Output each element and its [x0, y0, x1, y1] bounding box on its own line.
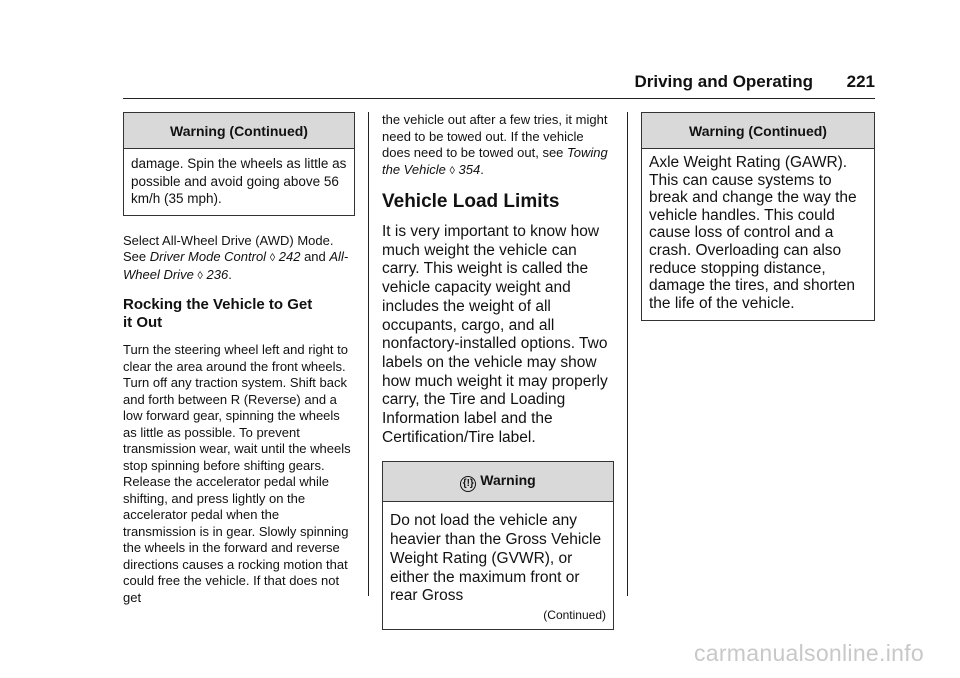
column-divider	[368, 112, 369, 596]
column-3	[641, 112, 875, 321]
warning-title: Warning (Continued)	[642, 113, 874, 149]
warning-icon: {!}	[460, 476, 476, 492]
page-ref[interactable]: 242	[278, 249, 301, 264]
warning-text: Do not load the vehicle any heavier than the Gross Vehicle Weight Rating (GVWR), or either the maximum front or rear Gross	[390, 512, 602, 605]
page-ref-icon: ◊	[197, 269, 203, 282]
warning-title: Warning (Continued)	[124, 113, 354, 149]
page-ref-icon: ◊	[449, 164, 455, 177]
column-2	[382, 112, 614, 630]
watermark: carmanualsonline.info	[693, 640, 924, 666]
awd-paragraph	[123, 233, 355, 285]
warning-text: Axle Weight Rating (GAWR). This can cause systems to break and change the way the vehicle handles. This could cause loss of control and a crash. Overloading can also reduce stopping distance, damage the tires, and shorten the life of the vehicle.	[649, 154, 857, 312]
towing-text: the vehicle out after a few tries, it might need to be towed out. If the vehicle does need to be towed out, see	[382, 112, 608, 160]
period: .	[228, 266, 232, 282]
section-title: Driving and Operating	[634, 72, 813, 91]
warning-title: Warning	[480, 472, 536, 489]
page-header	[123, 62, 875, 99]
column-1	[123, 112, 355, 606]
warning-text: damage. Spin the wheels as little as possible and avoid going above 56 km/h (35 mph).	[131, 156, 347, 206]
awd-link[interactable]: All-Wheel Drive	[123, 249, 349, 282]
warning-box	[382, 461, 614, 630]
period: .	[480, 161, 484, 177]
page-number: 221	[846, 72, 875, 91]
warning-continued-box	[641, 112, 875, 321]
driver-mode-link[interactable]: Driver Mode Control	[149, 249, 267, 264]
warning-continued-box	[123, 112, 355, 216]
awd-text: Select All-Wheel Drive (AWD) Mode. See	[123, 232, 334, 264]
towing-paragraph	[382, 112, 614, 179]
load-limits-paragraph: It is very important to know how much weight the vehicle can carry. This weight is called the vehicle capacity weight and includes the weight of all occupants, cargo, and all nonfactory-installed options. Two labels on the vehicle may show how much weight it may properly carry, the Tire and Loading Information label and the Certification/Tire label.	[382, 223, 608, 446]
column-divider	[627, 112, 628, 596]
rocking-heading: Rocking the Vehicle to Get it Out	[123, 296, 313, 331]
page-ref[interactable]: 354	[458, 161, 481, 177]
rocking-paragraph: Turn the steering wheel left and right to clear the area around the front wheels. Turn off any traction system. Shift back and forth between R (Reverse) and a low forward gear, spinning the wheels as little as possible. To prevent transmission wear, wait until the wheels stop spinning before shifting gears. Release the accelerator pedal while shifting, and press lightly on the accelerator pedal when the transmission is in gear. Slowly spinning the wheels in the forward and reverse directions causes a rocking motion that could free the vehicle. If that does not get	[123, 342, 351, 605]
warning-header	[383, 462, 613, 502]
load-limits-heading: Vehicle Load Limits	[382, 191, 560, 212]
warning-body	[383, 502, 613, 629]
page-ref[interactable]: 236	[206, 266, 229, 282]
page-ref-icon: ◊	[269, 252, 276, 264]
continued-label: (Continued)	[543, 607, 606, 622]
towing-link[interactable]: Towing the Vehicle	[382, 145, 608, 177]
and-text: and	[300, 249, 330, 264]
